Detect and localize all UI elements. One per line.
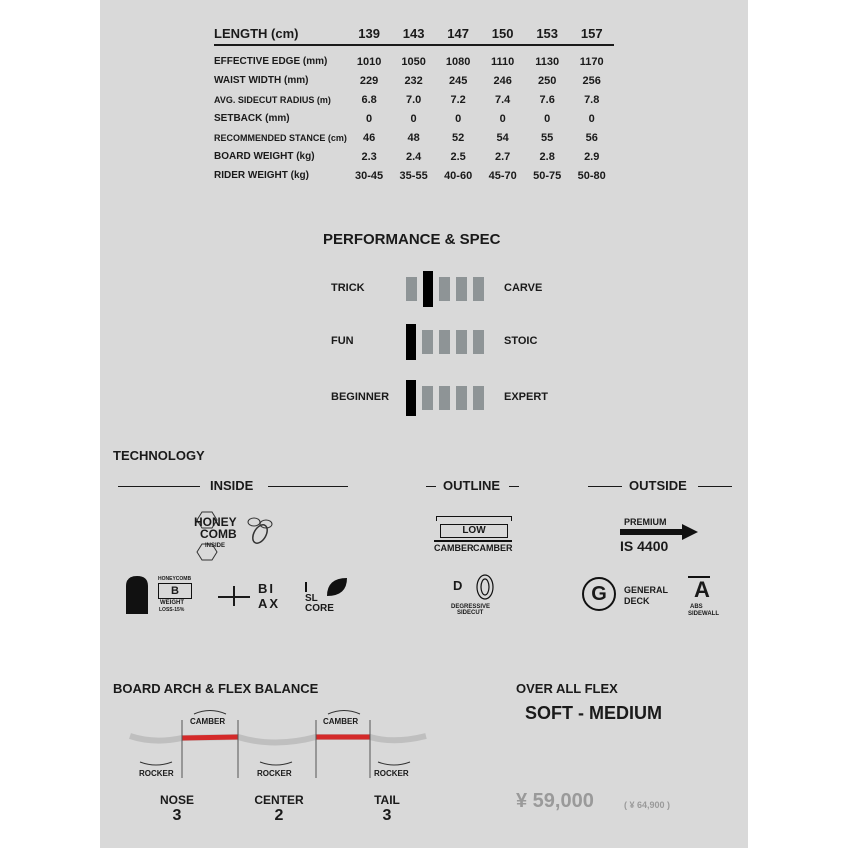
perf-right-label: EXPERT — [504, 391, 549, 403]
flex-center-value: 2 — [274, 807, 284, 824]
honeycomb-l2: COMB — [200, 527, 237, 541]
spec-cell: 30-45 — [355, 169, 384, 182]
spec-cell: 40-60 — [444, 169, 473, 182]
price-main: ¥ 59,000 — [516, 790, 594, 812]
spec-length-143: 143 — [391, 22, 436, 45]
plus-vertical — [233, 586, 235, 606]
flex-center — [246, 793, 312, 825]
slcore-l2: CORE — [305, 603, 334, 614]
overall-flex-value: SOFT - MEDIUM — [525, 703, 662, 723]
spec-cell: 50-75 — [533, 169, 562, 182]
perf-step — [456, 386, 467, 410]
spec-row-label: RECOMMENDED STANCE (cm) — [214, 132, 347, 143]
perf-step — [422, 386, 433, 410]
spec-cell: 55 — [541, 131, 554, 144]
spec-cell: 0 — [544, 112, 551, 125]
inside-label: INSIDE — [210, 478, 254, 493]
degressive-l2: SIDECUT — [457, 610, 484, 616]
abs-letter: A — [694, 577, 710, 602]
flex-nose — [150, 793, 204, 825]
spec-cell: 246 — [493, 74, 512, 87]
low-camber-top — [436, 516, 512, 521]
outline-label: OUTLINE — [443, 478, 501, 493]
camber-label-2: CAMBER — [473, 543, 513, 553]
spec-cell: 250 — [537, 74, 557, 87]
spec-length-147: 147 — [436, 22, 481, 45]
rocker-label-center: ROCKER — [257, 769, 292, 778]
rocker-label-nose: ROCKER — [139, 769, 174, 778]
rocker-arc-2 — [260, 762, 292, 765]
perf-marker — [406, 324, 416, 360]
abs-l2: SIDEWALL — [688, 611, 719, 617]
hc-badge-letter: B — [158, 583, 192, 599]
spec-row — [214, 128, 614, 147]
abs-l1: ABS — [690, 604, 703, 610]
spec-cell: 46 — [362, 131, 376, 144]
inside-rule-right — [268, 486, 348, 487]
price-tax: ( ¥ 64,900 ) — [624, 800, 671, 810]
spec-row — [214, 52, 614, 71]
spec-row-label: WAIST WIDTH (mm) — [214, 75, 309, 86]
spec-cell: 6.8 — [361, 93, 377, 106]
low-camber-line — [434, 540, 512, 542]
perf-step — [473, 330, 484, 354]
spec-row-label: RIDER WEIGHT (kg) — [214, 170, 309, 181]
board-profile — [130, 736, 426, 743]
perf-scale-bars — [406, 271, 484, 307]
spec-cell: 7.4 — [495, 93, 511, 106]
slcore-l1: SL — [305, 593, 318, 604]
outline-rule-right — [509, 486, 519, 487]
perf-left-label: TRICK — [331, 282, 365, 294]
hc-badge-b2: LOSS-15% — [159, 607, 185, 613]
spec-row-label: BOARD WEIGHT (kg) — [214, 151, 315, 162]
overall-flex-label: OVER ALL FLEX — [516, 681, 618, 696]
flex-tail-value: 3 — [382, 807, 392, 824]
sidecut-icon — [475, 574, 495, 600]
hc-badge-top: HONEYCOMB — [158, 576, 192, 582]
camber-label-left: CAMBER — [190, 717, 226, 726]
rocker-arc-3 — [378, 762, 410, 765]
outline-rule-left — [426, 486, 436, 487]
spec-row — [214, 71, 614, 90]
perf-scale-bars — [406, 380, 484, 416]
board-silhouette-icon — [122, 576, 152, 614]
degressive-letter: D — [453, 578, 463, 593]
perf-right-label: CARVE — [504, 282, 543, 294]
spec-row-label: AVG. SIDECUT RADIUS (m) — [214, 94, 331, 105]
spec-length-153: 153 — [525, 22, 570, 45]
spec-cell: 35-55 — [399, 169, 428, 182]
spec-cell: 2.9 — [584, 150, 600, 163]
spec-cell: 2.5 — [450, 150, 466, 163]
honeycomb-weight-badge — [156, 576, 196, 614]
low-camber-logo — [434, 516, 512, 556]
spec-row-label: EFFECTIVE EDGE (mm) — [214, 56, 328, 67]
hc-badge-b1: WEIGHT — [160, 600, 184, 606]
leaf-icon — [325, 576, 349, 598]
general-deck-l2: DECK — [624, 596, 650, 606]
spec-cell: 48 — [407, 131, 420, 144]
perf-step — [422, 330, 433, 354]
performance-title: PERFORMANCE & SPEC — [323, 231, 501, 248]
spec-gap — [214, 45, 614, 52]
perf-left-label: BEGINNER — [331, 391, 390, 403]
spec-cell: 2.8 — [539, 150, 555, 163]
abs-sidewall-logo — [688, 576, 728, 618]
camber-arc-left — [194, 711, 226, 715]
perf-step — [473, 386, 484, 410]
outside-label: OUTSIDE — [629, 478, 687, 493]
spec-cell: 2.4 — [405, 150, 422, 163]
outside-rule-right — [698, 486, 732, 487]
spec-cell: 1080 — [445, 55, 471, 68]
spec-cell: 45-70 — [488, 169, 517, 182]
general-deck-l1: GENERAL — [624, 585, 669, 595]
perf-step — [473, 277, 484, 301]
perf-step — [439, 386, 450, 410]
spec-cell: 7.6 — [539, 93, 555, 106]
spec-cell: 2.3 — [361, 150, 377, 163]
premium-is4400-logo — [620, 517, 700, 557]
spec-cell: 52 — [452, 131, 465, 144]
spec-cell: 0 — [455, 112, 462, 125]
perf-left-label: FUN — [331, 335, 354, 347]
spec-cell: 256 — [582, 74, 601, 87]
general-deck-logo — [582, 577, 672, 617]
spec-cell: 2.7 — [495, 150, 511, 163]
spec-cell: 54 — [496, 131, 509, 144]
spec-cell: 1130 — [535, 55, 560, 68]
spec-cell: 1170 — [579, 55, 604, 68]
honeycomb-l3: INSIDE — [205, 543, 226, 549]
spec-cell: 7.8 — [584, 93, 600, 106]
perf-right-label: STOIC — [504, 335, 538, 347]
perf-marker — [423, 271, 433, 307]
technology-title: TECHNOLOGY — [113, 448, 205, 463]
spec-table — [214, 22, 614, 185]
biax-l2: AX — [258, 596, 281, 611]
spec-cell: 0 — [588, 112, 595, 125]
spec-row — [214, 147, 614, 166]
spec-length-157: 157 — [569, 22, 614, 45]
arch-title: BOARD ARCH & FLEX BALANCE — [113, 681, 319, 696]
camber-arc-right — [328, 711, 360, 715]
rocker-label-tail: ROCKER — [374, 769, 409, 778]
spec-length-139: 139 — [347, 22, 392, 45]
general-deck-letter: G — [582, 577, 616, 611]
rocker-arc-1 — [140, 762, 172, 765]
spec-cell: 56 — [585, 131, 598, 144]
sl-core-logo — [305, 576, 349, 616]
spec-length-150: 150 — [480, 22, 525, 45]
perf-step — [439, 330, 450, 354]
outside-rule-left — [588, 486, 622, 487]
flex-tail — [360, 793, 414, 825]
camber-label-1: CAMBER — [434, 543, 474, 553]
perf-step — [456, 277, 467, 301]
degressive-sidecut-logo — [449, 574, 499, 618]
sl-core-bar — [305, 582, 307, 592]
spec-row — [214, 90, 614, 109]
camber-label-right: CAMBER — [323, 717, 359, 726]
spec-cell: 0 — [410, 112, 417, 125]
perf-step — [456, 330, 467, 354]
spec-cell: 7.0 — [405, 93, 422, 106]
perf-marker — [406, 380, 416, 416]
perf-scale-bars — [406, 324, 484, 360]
spec-row — [214, 109, 614, 128]
honeycomb-l1: HONEY — [194, 515, 237, 529]
flex-center-label: CENTER — [254, 793, 304, 807]
biax-l1: BI — [258, 581, 275, 596]
flex-nose-value: 3 — [172, 807, 182, 824]
premium-label: PREMIUM — [624, 517, 667, 527]
degressive-l1: DEGRESSIVE — [451, 604, 491, 610]
camber-zone-left — [182, 737, 238, 738]
spec-row-label: SETBACK (mm) — [214, 113, 290, 124]
spec-cell: 1010 — [356, 55, 382, 68]
perf-step — [406, 277, 417, 301]
spec-header-row — [214, 22, 614, 45]
spec-cell: 50-80 — [577, 169, 606, 182]
is4400-label: IS 4400 — [620, 538, 669, 554]
spec-row — [214, 166, 614, 185]
flex-nose-label: NOSE — [159, 793, 194, 807]
honeycomb-logo — [192, 510, 274, 564]
flex-tail-label: TAIL — [374, 793, 400, 807]
perf-step — [439, 277, 450, 301]
spec-cell: 1110 — [491, 55, 515, 68]
biax-logo — [258, 581, 280, 611]
spec-cell: 1050 — [401, 55, 426, 68]
spec-cell: 7.2 — [450, 93, 466, 106]
spec-cell: 0 — [499, 112, 506, 125]
spec-cell: 232 — [404, 74, 423, 87]
spec-cell: 0 — [366, 112, 373, 125]
spec-cell: 245 — [448, 74, 468, 87]
spec-header-label: LENGTH (cm) — [214, 22, 347, 45]
inside-rule-left — [118, 486, 200, 487]
low-label: LOW — [440, 524, 508, 538]
spec-cell: 229 — [359, 74, 379, 87]
